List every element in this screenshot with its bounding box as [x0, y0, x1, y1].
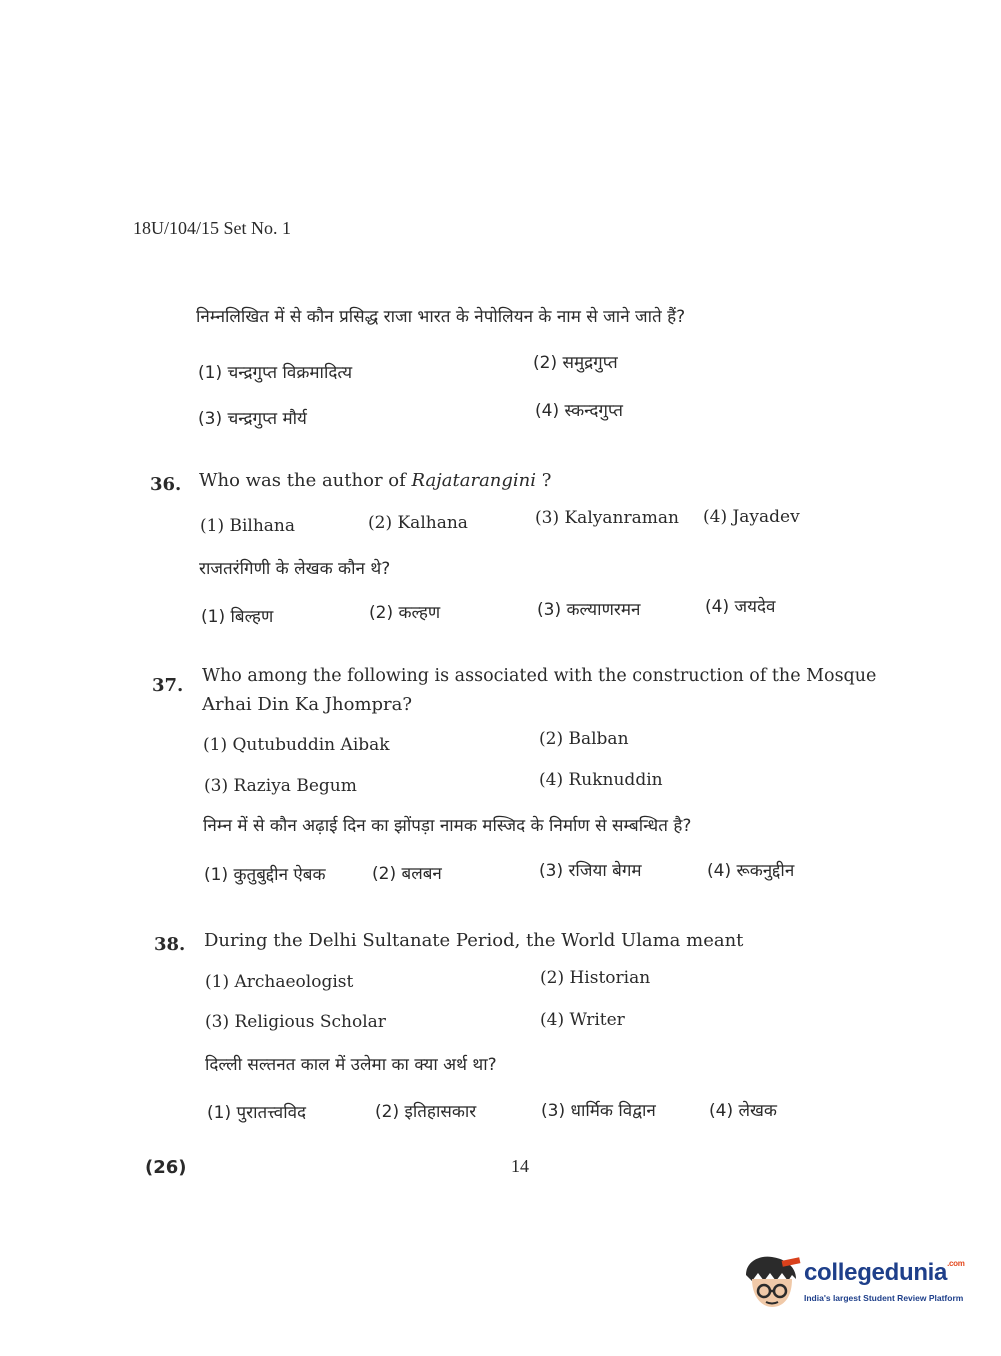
q38-option-3: (3) Religious Scholar — [205, 1012, 386, 1032]
q37-question-line1: Who among the following is associated with the construction of the Mosque — [202, 666, 877, 686]
q35-hindi-option-3: (3) चन्द्रगुप्त मौर्य — [198, 409, 307, 429]
brand-text: collegedunia — [804, 1259, 948, 1286]
q36-number: 36. — [150, 474, 182, 495]
q38-hindi-option-3: (3) धार्मिक विद्वान — [541, 1101, 656, 1121]
brand-suffix: .com — [947, 1259, 965, 1268]
q38-hindi-option-4: (4) लेखक — [709, 1101, 777, 1121]
q38-option-4: (4) Writer — [540, 1010, 625, 1030]
q37-option-2: (2) Balban — [539, 729, 629, 749]
q37-hindi-option-3: (3) रजिया बेगम — [539, 861, 642, 881]
q36-hindi-question: राजतरंगिणी के लेखक कौन थे? — [199, 559, 391, 579]
q35-hindi-option-1: (1) चन्द्रगुप्त विक्रमादित्य — [198, 363, 353, 383]
q38-option-1: (1) Archaeologist — [205, 972, 354, 992]
q37-hindi-question: निम्न में से कौन अढ़ाई दिन का झोंपड़ा नामक मस्जिद के निर्माण से सम्बन्धित है? — [203, 816, 692, 836]
footer-code: (26) — [145, 1157, 187, 1178]
q35-hindi-question: निम्नलिखित में से कौन प्रसिद्ध राजा भारत के नेपोलियन के नाम से जाने जाते हैं? — [196, 307, 686, 327]
q36-option-4: (4) Jayadev — [703, 507, 800, 527]
q36-hindi-option-2: (2) कल्हण — [369, 603, 441, 623]
q36-hindi-option-4: (4) जयदेव — [705, 597, 776, 617]
q36-hindi-option-1: (1) बिल्हण — [201, 607, 274, 627]
page-number: 14 — [511, 1156, 529, 1176]
q38-hindi-option-1: (1) पुरातत्त्वविद — [207, 1103, 307, 1123]
q38-option-2: (2) Historian — [540, 968, 651, 988]
q37-hindi-option-1: (1) कुतुबुद्दीन ऐबक — [204, 865, 326, 885]
q37-option-1: (1) Qutubuddin Aibak — [203, 735, 390, 755]
q37-option-4: (4) Ruknuddin — [539, 770, 663, 790]
mascot-icon — [742, 1253, 802, 1311]
q36-option-2: (2) Kalhana — [368, 513, 468, 533]
q38-hindi-question: दिल्ली सल्तनत काल में उलेमा का क्या अर्थ था? — [205, 1055, 497, 1075]
q36-option-3: (3) Kalyanraman — [535, 508, 679, 528]
q36-hindi-option-3: (3) कल्याणरमन — [537, 600, 641, 620]
brand-name — [804, 1259, 965, 1287]
q37-option-3: (3) Raziya Begum — [204, 776, 357, 796]
q38-number: 38. — [154, 934, 186, 955]
q38-hindi-option-2: (2) इतिहासकार — [375, 1102, 477, 1122]
brand-tagline: India's largest Student Review Platform — [804, 1293, 964, 1303]
q35-hindi-option-2: (2) समुद्रगुप्त — [533, 353, 618, 373]
q36-question-prefix: Who was the author of — [199, 470, 412, 491]
collegedunia-watermark — [742, 1253, 972, 1311]
set-code: 18U/104/15 Set No. 1 — [133, 218, 292, 238]
q37-hindi-option-2: (2) बलबन — [372, 864, 442, 884]
q37-hindi-option-4: (4) रूकनुद्दीन — [707, 861, 795, 881]
q38-question: During the Delhi Sultanate Period, the World Ulama meant — [204, 930, 744, 951]
q36-question — [199, 470, 551, 491]
q37-number: 37. — [152, 675, 184, 696]
q37-question-line2: Arhai Din Ka Jhompra? — [202, 694, 413, 715]
q36-option-1: (1) Bilhana — [200, 516, 296, 536]
q35-hindi-option-4: (4) स्कन्दगुप्त — [535, 401, 623, 421]
q36-question-suffix: ? — [536, 470, 552, 491]
q36-question-italic: Rajatarangini — [411, 470, 537, 491]
